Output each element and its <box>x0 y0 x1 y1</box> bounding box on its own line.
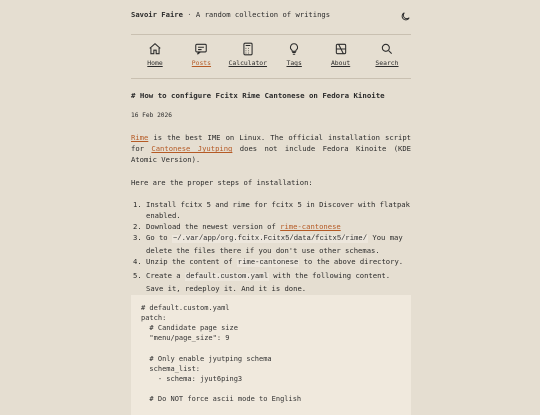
nav-label-tags[interactable]: Tags <box>286 59 302 67</box>
steps-list <box>131 199 411 294</box>
nav-about[interactable] <box>319 42 363 69</box>
theme-toggle-button[interactable] <box>400 11 411 22</box>
cantonese-jyutping-link[interactable]: Cantonese Jyutping <box>151 144 233 154</box>
inline-code: default.custom.yaml <box>185 272 268 281</box>
nav-posts[interactable] <box>179 42 223 69</box>
moon-icon <box>400 11 411 22</box>
header-divider-top <box>131 34 411 35</box>
posts-icon <box>194 42 208 56</box>
code-block: # default.custom.yaml patch: # Candidate page size "menu/page_size": 9 # Only enable jyutping schema schema_list: - schema: jyut6ping3 # Do NOT force ascii mode to English <box>131 295 411 415</box>
post-title: # How to configure Fcitx Rime Cantonese on Fedora Kinoite <box>131 91 385 100</box>
nav-label-about[interactable]: About <box>330 59 351 67</box>
nav-label-calculator[interactable]: Calculator <box>228 59 268 67</box>
calculator-icon <box>241 42 255 56</box>
list-item: 2. Download the newest version of rime-cantonese <box>146 221 411 232</box>
list-item: 1. Install fcitx 5 and rime for fcitx 5 in Discover with flatpak enabled. <box>146 199 411 221</box>
site-tagline: A random collection of writings <box>195 10 331 19</box>
post-content <box>131 90 412 404</box>
intro-paragraph: Rime is the best IME on Linux. The official installation script for Cantonese Jyutping does not include Fedora Kinoite (KDE Atomic Version). <box>131 133 412 165</box>
title-separator: · <box>187 10 192 19</box>
inline-code: ~/.var/app/org.fcitx.Fcitx5/data/fcitx5/rime/ <box>172 235 368 244</box>
about-icon <box>334 42 348 56</box>
rime-cantonese-link[interactable]: rime-cantonese <box>280 222 341 232</box>
list-item: 5. Create a default.custom.yaml with the following content. Save it, redeploy it. And it is done. <box>146 270 411 294</box>
nav-label-posts[interactable]: Posts <box>191 59 212 67</box>
rime-link[interactable]: Rime <box>131 133 149 143</box>
search-icon <box>380 42 394 56</box>
site-header <box>131 9 411 27</box>
lightbulb-icon <box>287 42 301 56</box>
site-title[interactable]: Savoir Faire <box>131 10 183 19</box>
inline-code: rime-cantonese <box>237 259 299 268</box>
nav-calculator[interactable] <box>226 42 270 69</box>
steps-intro: Here are the proper steps of installation: <box>131 177 313 187</box>
list-item: 3. Go to ~/.var/app/org.fcitx.Fcitx5/data/fcitx5/rime/ You may delete the files there if you don't use other schemas. <box>146 232 411 256</box>
nav-home[interactable] <box>133 42 177 69</box>
list-item: 4. Unzip the content of rime-cantonese to the above directory. <box>146 256 411 269</box>
home-icon <box>148 42 162 56</box>
nav-search[interactable] <box>365 42 409 69</box>
nav-tags[interactable] <box>272 42 316 69</box>
nav-label-home[interactable]: Home <box>147 59 163 67</box>
header-divider-bottom <box>131 78 411 79</box>
main-nav <box>131 42 411 69</box>
post-date: 16 Feb 2026 <box>131 112 172 120</box>
nav-label-search[interactable]: Search <box>375 59 399 67</box>
